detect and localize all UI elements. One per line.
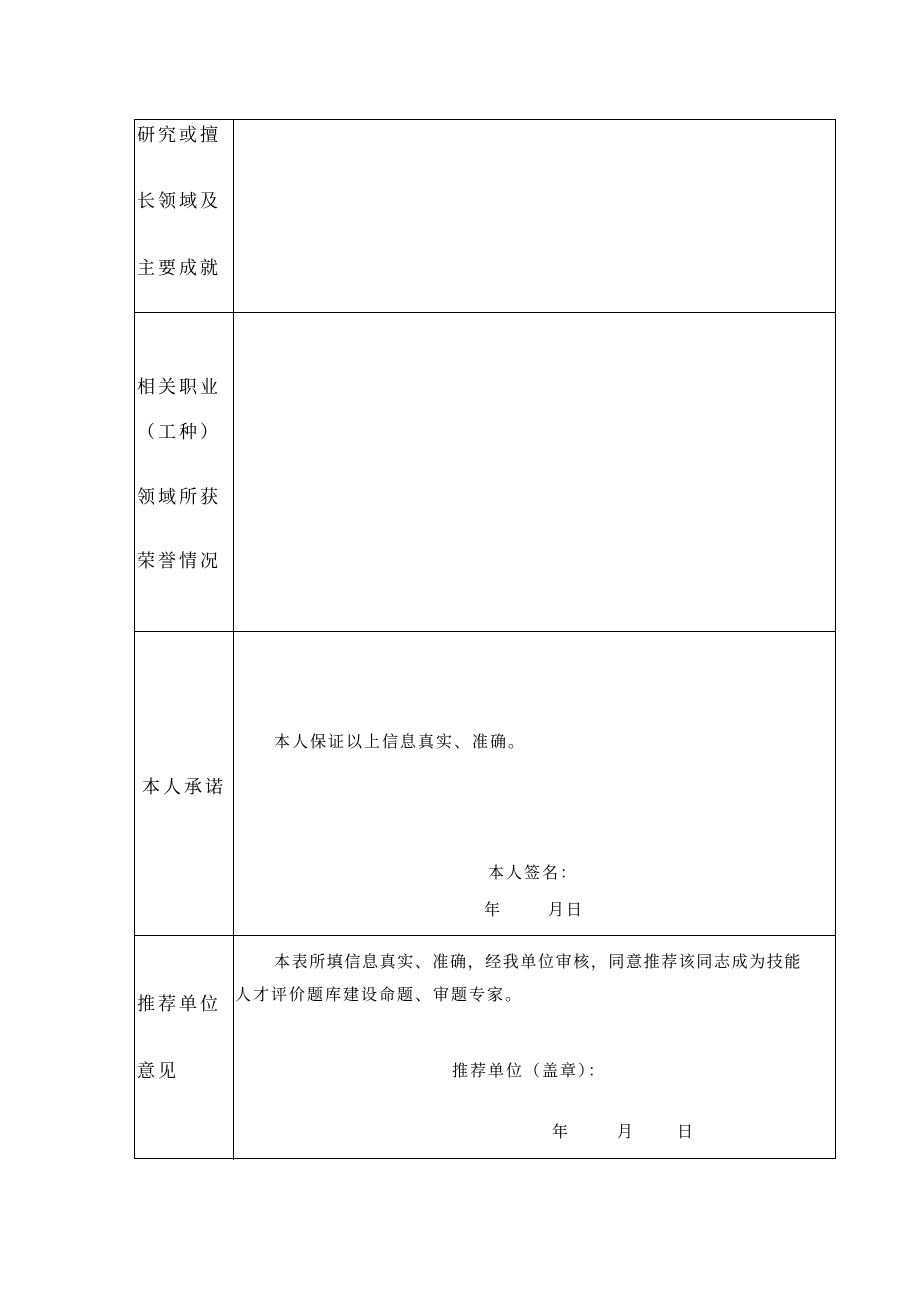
- commitment-date-year: 年: [484, 900, 503, 919]
- signature-label: 本人签名：: [488, 863, 579, 882]
- commitment-statement: 本人保证以上信息真实、准确。: [274, 732, 527, 751]
- honors-label-line-3: 领域所获: [137, 487, 221, 508]
- application-form-table: [134, 119, 836, 1159]
- recommendation-content: [234, 936, 835, 1160]
- honors-label-line-4: 荣誉情况: [137, 551, 221, 572]
- recommendation-label-cell: [135, 936, 234, 1160]
- commitment-row: [135, 632, 835, 936]
- recommendation-row: [135, 936, 835, 1160]
- honors-label-line-1: 相关职业: [137, 377, 221, 398]
- honors-label-line-2: （工种）: [137, 422, 221, 443]
- commitment-label: 本人承诺: [142, 777, 226, 798]
- recommendation-statement-line-1: 本表所填信息真实、准确，经我单位审核，同意推荐该同志成为技能: [274, 952, 803, 971]
- recommendation-statement-line-2: 人才评价题库建设命题、审题专家。: [235, 985, 524, 1004]
- achievements-row: [135, 120, 835, 313]
- achievements-label-line-1: 研究或擅: [137, 125, 221, 146]
- achievements-label-line-2: 长领域及: [137, 191, 221, 212]
- honors-label-cell: [135, 313, 234, 631]
- commitment-label-cell: [135, 632, 234, 935]
- achievements-label-line-3: 主要成就: [137, 258, 221, 279]
- achievements-label-cell: [135, 120, 234, 312]
- recommendation-date-year: 年: [552, 1122, 571, 1141]
- commitment-date-month-day: 月日: [548, 900, 585, 919]
- achievements-content-field[interactable]: [234, 120, 835, 312]
- recommendation-label-line-1: 推荐单位: [137, 994, 221, 1015]
- honors-content-field[interactable]: [234, 313, 835, 631]
- recommendation-label-line-2: 意见: [137, 1061, 179, 1082]
- recommendation-date-month: 月: [617, 1122, 636, 1141]
- recommendation-date-day: 日: [677, 1122, 696, 1141]
- recommending-unit-seal-label: 推荐单位（盖章）：: [452, 1061, 607, 1080]
- honors-row: [135, 313, 835, 632]
- commitment-content: [234, 632, 835, 935]
